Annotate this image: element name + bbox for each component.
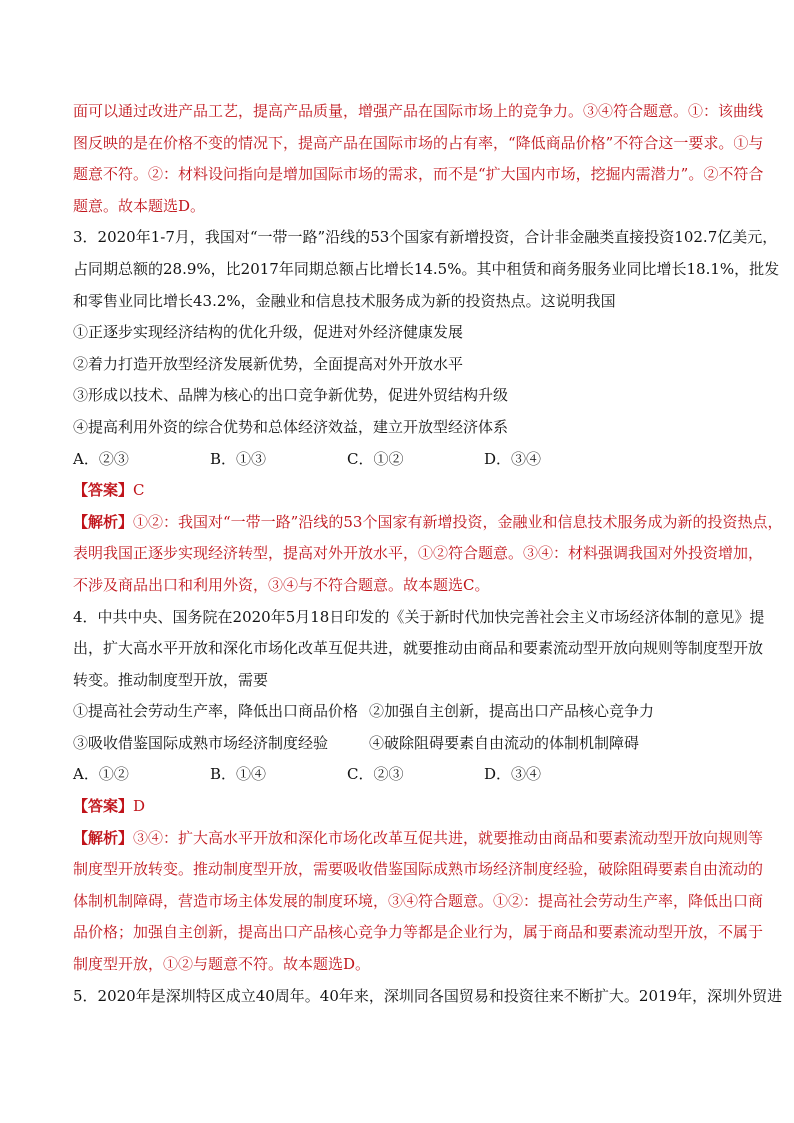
option-a: A．①②: [73, 765, 129, 784]
statement-item: ③形成以技术、品牌为核心的出口竞争新优势，促进外贸结构升级: [73, 386, 509, 405]
analysis-tag: 【解析】: [73, 828, 134, 847]
analysis-line: 品价格；加强自主创新，提高出口产品核心竞争力等都是企业行为，属于商品和要素流动型开放，不属于: [73, 923, 764, 942]
question-stem-line: 5．2020年是深圳特区成立40周年。40年来，深圳同各国贸易和投资往来不断扩大。2019年，深圳外贸进: [73, 986, 783, 1005]
analysis-line: 不涉及商品出口和利用外资，③④与不符合题意。故本题选C。: [73, 575, 490, 594]
statement-item: ②着力打造开放型经济发展新优势，全面提高对外开放水平: [73, 354, 464, 373]
question-stem-line: 和零售业同比增长43.2%，金融业和信息技术服务成为新的投资热点。这说明我国: [73, 291, 616, 310]
answer-value: C: [133, 481, 145, 500]
option-b: B．①④: [210, 765, 267, 784]
answer-tag: 【答案】: [73, 797, 134, 816]
analysis-line: 制度型开放转变。推动制度型开放，需要吸收借鉴国际成熟市场经济制度经验，破除阻碍要素自由流动的: [73, 860, 764, 879]
analysis-line: [73, 507, 783, 539]
analysis-tag: 【解析】: [73, 512, 134, 531]
analysis-text: ③④：扩大高水平开放和深化市场化改革互促共进，就要推动由商品和要素流动型开放向规则等: [133, 828, 764, 847]
answer-options: [73, 759, 725, 791]
statement-item: ③吸收借鉴国际成熟市场经济制度经验: [73, 733, 329, 752]
option-a: A．②③: [73, 449, 129, 468]
question-stem-line: 3．2020年1-7月，我国对“一带一路”沿线的53个国家有新增投资，合计非金融类直接投资102.7亿美元，: [73, 228, 778, 247]
option-b: B．①③: [210, 449, 267, 468]
answer-line: [73, 791, 725, 823]
analysis-block: [73, 823, 764, 981]
answer-value: D: [133, 797, 146, 816]
question-3: [73, 222, 783, 601]
text-line: 面可以通过改进产品工艺，提高产品质量，增强产品在国际市场上的竞争力。③④符合题意。①：该曲线: [73, 102, 764, 120]
page-content: [73, 96, 783, 1012]
question-stem-line: 转变。推动制度型开放，需要: [73, 670, 269, 689]
previous-analysis-continuation: [73, 96, 764, 222]
question-4: [73, 602, 765, 981]
option-c: C．②③: [347, 765, 404, 784]
option-c: C．①②: [347, 449, 404, 468]
analysis-line: 表明我国正逐步实现经济转型，提高对外开放水平，①②符合题意。③④：材料强调我国对外投资增加，: [73, 544, 764, 563]
statement-row: [73, 728, 725, 760]
option-d: D．③④: [484, 765, 542, 784]
question-stem-line: 出，扩大高水平开放和深化市场化改革互促共进，就要推动由商品和要素流动型开放向规则等制度型开放: [73, 639, 764, 658]
question-stem-line: 4．中共中央、国务院在2020年5月18日印发的《关于新时代加快完善社会主义市场经济体制的意见》提: [73, 607, 765, 626]
answer-line: [73, 475, 725, 507]
statement-item: ②加强自主创新，提高出口产品核心竞争力: [369, 702, 655, 721]
answer-options: [73, 444, 725, 476]
question-5: [73, 981, 783, 1013]
text-line: 图反映的是在价格不变的情况下，提高产品在国际市场的占有率，“降低商品价格”不符合这一要求。①与: [73, 133, 764, 152]
statement-item: ④破除阻碍要素自由流动的体制机制障碍: [369, 733, 640, 752]
text-line: 题意。故本题选D。: [73, 196, 206, 215]
analysis-text: ①②：我国对“一带一路”沿线的53个国家有新增投资，金融业和信息技术服务成为新的投资热点，: [133, 512, 783, 531]
statement-row: [73, 696, 725, 728]
analysis-line: 体制机制障碍，营造市场主体发展的制度环境，③④符合题意。①②：提高社会劳动生产率，降低出口商: [73, 891, 764, 910]
analysis-line: 制度型开放，①②与题意不符。故本题选D。: [73, 955, 371, 974]
text-line: 题意不符。②：材料设问指向是增加国际市场的需求，而不是“扩大国内市场，挖掘内需潜力”。②不符合: [73, 165, 764, 184]
analysis-line: [73, 823, 764, 855]
statement-item: ①正逐步实现经济结构的优化升级，促进对外经济健康发展: [73, 323, 464, 342]
statement-item: ①提高社会劳动生产率，降低出口商品价格: [73, 702, 359, 721]
statement-item: ④提高利用外资的综合优势和总体经济效益，建立开放型经济体系: [73, 417, 509, 436]
analysis-block: [73, 507, 783, 602]
question-stem-line: 占同期总额的28.9%，比2017年同期总额占比增长14.5%。其中租赁和商务服务业同比增长18.1%，批发: [73, 259, 780, 278]
answer-tag: 【答案】: [73, 481, 134, 500]
option-d: D．③④: [484, 449, 542, 468]
